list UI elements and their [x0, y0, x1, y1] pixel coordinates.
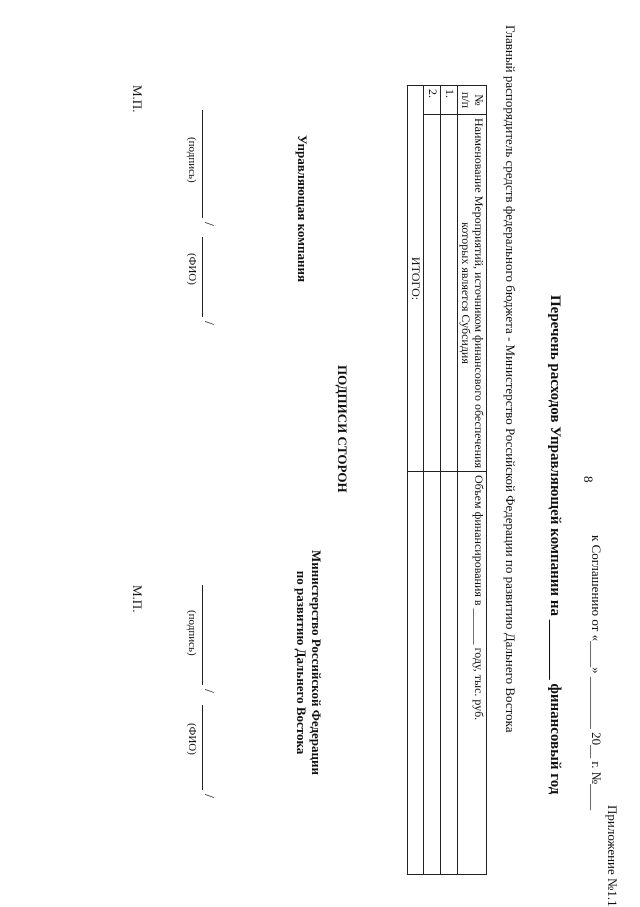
left-stamp-label: М.П. [130, 85, 145, 113]
appendix-title: Приложение №1.1 [605, 805, 620, 907]
left-signature-line [202, 110, 215, 218]
table-row [441, 86, 458, 875]
left-signature-caption: (подпись) [186, 137, 198, 183]
row-volume [424, 472, 441, 875]
document-title: Перечень расходов Управляющей компании на ________ финансовый год [547, 295, 563, 795]
right-party-line1: Министерство Российской Федерации [309, 550, 324, 776]
row-name [424, 115, 441, 472]
left-fio-caption: (ФИО) [186, 253, 198, 285]
header-num: № п/п [458, 86, 487, 115]
header-volume: Объем финансирования в ______ году, тыс. руб. [458, 472, 487, 875]
header-name: Наименование Мероприятий, источником финансового обеспечения которых является Субсидия [458, 115, 487, 472]
expenses-table [407, 85, 487, 875]
total-label: ИТОГО: [408, 86, 424, 472]
row-num: 1. [441, 86, 458, 115]
rotated-document [20, 25, 620, 907]
table-total-row [408, 86, 424, 875]
signatures-heading: ПОДПИСИ СТОРОН [335, 365, 350, 493]
row-name [441, 115, 458, 472]
right-signature-caption: (подпись) [186, 610, 198, 656]
row-num: 2. [424, 86, 441, 115]
total-volume [408, 472, 424, 875]
chief-manager-line: Главный распорядитель средств федерального бюджета - Министерство Российской Федерации по развитию Дальнего Востока [503, 25, 518, 733]
right-fio-caption: (ФИО) [186, 723, 198, 755]
right-fio-line [202, 705, 215, 790]
left-slash-end: / [201, 321, 216, 325]
right-signature-line [202, 585, 215, 685]
right-party-line2: по развитию Дальнего Востока [294, 570, 309, 755]
left-slash-divider: / [201, 222, 216, 226]
table-row [424, 86, 441, 875]
left-fio-line [202, 237, 215, 317]
right-party-name [294, 550, 324, 775]
row-volume [441, 472, 458, 875]
page-number: 8 [581, 476, 596, 483]
right-slash-end: / [201, 794, 216, 798]
appendix-subtitle: к Соглашению от «____» ________ 20__ г. №____ [589, 535, 604, 811]
right-slash-divider: / [201, 689, 216, 693]
left-party-name: Управляющая компания [295, 135, 310, 282]
right-stamp-label: М.П. [130, 585, 145, 613]
table-header-row [458, 86, 487, 875]
